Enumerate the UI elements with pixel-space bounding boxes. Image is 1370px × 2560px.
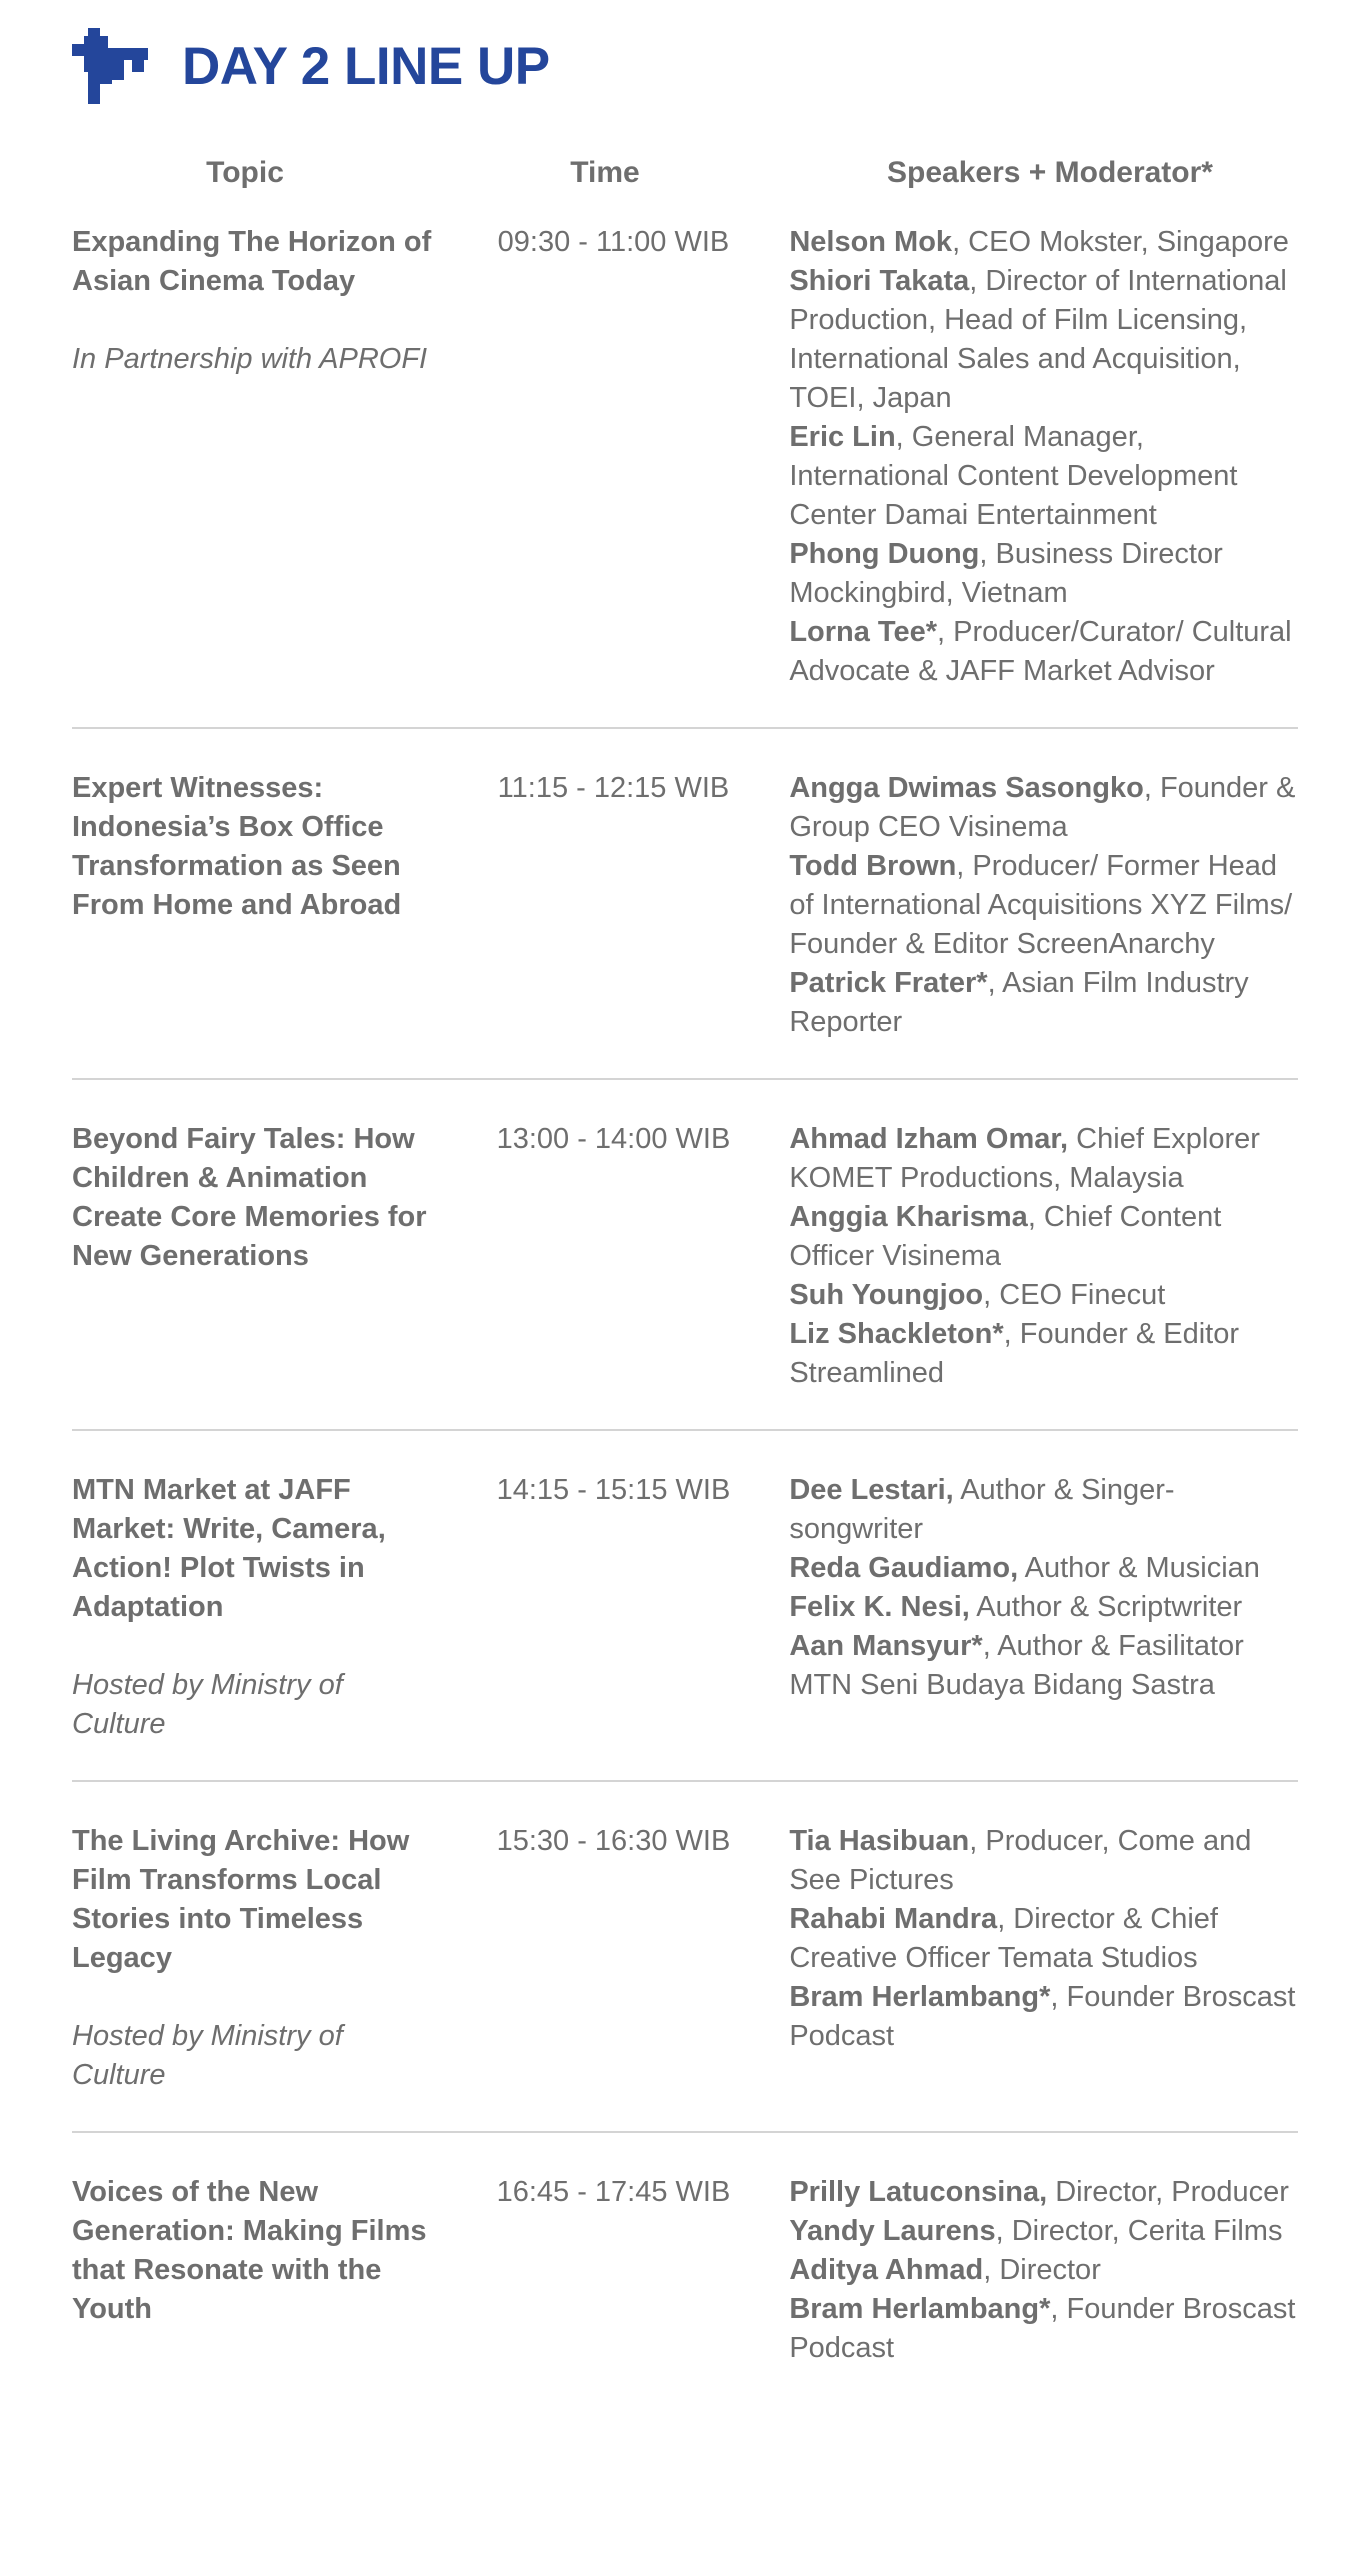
session-topic-cell: [72, 223, 438, 691]
speaker-name: Nelson Mok: [789, 226, 953, 258]
speaker-entry: [789, 1900, 1298, 1978]
speaker-role: , Director: [983, 2254, 1101, 2286]
session-speakers: [789, 223, 1298, 691]
speaker-role: , Producer/ Former Head of International Acquisitions XYZ Films/ Founder & Editor ScreenAnarchy: [789, 850, 1293, 960]
speaker-role: , Asian Film Industry Reporter: [789, 967, 1249, 1038]
speaker-role: , Founder Broscast Podcast: [789, 2293, 1296, 2364]
session-topic: Voices of the New Generation: Making Films that Resonate with the Youth: [72, 2176, 427, 2325]
speaker-name: Liz Shackleton*: [789, 1318, 1004, 1350]
speaker-role: , Director & Chief Creative Officer Temata Studios: [789, 1903, 1218, 1974]
jaff-pixel-logo-icon: [72, 28, 148, 104]
session-topic: Expanding The Horizon of Asian Cinema Today: [72, 226, 432, 297]
session-row: [72, 1467, 1298, 1782]
speaker-name: Aditya Ahmad: [789, 2254, 984, 2286]
speaker-role: Author & Singer-songwriter: [789, 1474, 1175, 1545]
column-header-topic: Topic: [206, 156, 284, 189]
speaker-role: Director, Producer: [1047, 2176, 1289, 2208]
session-topic: Beyond Fairy Tales: How Children & Animation Create Core Memories for New Generations: [72, 1123, 427, 1272]
session-time: 16:45 - 17:45 WIB: [496, 2176, 731, 2208]
speaker-role: Chief Explorer KOMET Productions, Malaysia: [789, 1123, 1260, 1194]
speaker-name: Patrick Frater*: [789, 967, 988, 999]
speaker-name: Tia Hasibuan: [789, 1825, 970, 1857]
session-time: 14:15 - 15:15 WIB: [496, 1474, 731, 1506]
speaker-name: Shiori Takata: [789, 265, 970, 297]
speaker-name: Angga Dwimas Sasongko: [789, 772, 1144, 804]
session-topic: The Living Archive: How Film Transforms Local Stories into Timeless Legacy: [72, 1825, 410, 1974]
session-time: 11:15 - 12:15 WIB: [497, 772, 730, 804]
speaker-name: Anggia Kharisma: [789, 1201, 1028, 1233]
session-speakers: [789, 1822, 1298, 2095]
speaker-entry: [789, 2290, 1298, 2368]
speaker-role: , Founder & Editor Streamlined: [789, 1318, 1239, 1389]
speaker-name: Suh Youngjoo: [789, 1279, 984, 1311]
speaker-entry: [789, 1588, 1298, 1627]
speaker-role: , Director, Cerita Films: [995, 2215, 1283, 2247]
speaker-entry: [789, 1549, 1298, 1588]
speaker-entry: [789, 2173, 1298, 2212]
session-topic-cell: [72, 2173, 438, 2368]
speaker-name: Todd Brown: [789, 850, 957, 882]
speaker-name: Bram Herlambang*: [789, 1981, 1051, 2013]
session-topic-cell: [72, 1822, 438, 2095]
speaker-name: Rahabi Mandra: [789, 1903, 998, 1935]
speaker-entry: [789, 1471, 1298, 1549]
session-speakers: [789, 1120, 1298, 1393]
speaker-entry: [789, 1822, 1298, 1900]
column-headers: [0, 156, 1370, 204]
speaker-role: , Producer, Come and See Pictures: [789, 1825, 1252, 1896]
session-time: 09:30 - 11:00 WIB: [497, 226, 730, 258]
speaker-entry: [789, 535, 1298, 613]
speaker-entry: [789, 1627, 1298, 1705]
speaker-name: Yandy Laurens: [789, 2215, 996, 2247]
column-header-time: Time: [570, 156, 640, 189]
speaker-entry: [789, 847, 1298, 964]
speaker-role: , CEO Finecut: [983, 1279, 1166, 1311]
speaker-entry: [789, 1120, 1298, 1198]
session-topic-cell: [72, 1120, 438, 1393]
speaker-entry: [789, 964, 1298, 1042]
session-speakers: [789, 1471, 1298, 1744]
speaker-name: Prilly Latuconsina,: [789, 2176, 1048, 2208]
session-topic: Expert Witnesses: Indonesia’s Box Office Transformation as Seen From Home and Abroad: [72, 772, 402, 921]
speaker-name: Ahmad Izham Omar,: [789, 1123, 1069, 1155]
speaker-entry: [789, 2251, 1298, 2290]
speaker-name: Eric Lin: [789, 421, 896, 453]
speaker-role: , Author & Fasilitator MTN Seni Budaya Bidang Sastra: [789, 1630, 1244, 1701]
speaker-role: Author & Musician: [1018, 1552, 1260, 1584]
column-header-speakers: Speakers + Moderator*: [887, 156, 1213, 189]
speaker-role: , CEO Mokster, Singapore: [952, 226, 1289, 258]
page-header: [72, 26, 550, 106]
session-topic: MTN Market at JAFF Market: Write, Camera, Action! Plot Twists in Adaptation: [72, 1474, 386, 1623]
speaker-role: , Founder Broscast Podcast: [789, 1981, 1296, 2052]
speaker-entry: [789, 1198, 1298, 1276]
session-row: [72, 219, 1298, 729]
speaker-role: , Chief Content Officer Visinema: [789, 1201, 1222, 1272]
speaker-entry: [789, 769, 1298, 847]
speaker-role: , Director of International Production, Head of Film Licensing, International Sales and Acquisition, TOEI, Japan: [789, 265, 1287, 414]
speaker-name: Bram Herlambang*: [789, 2293, 1051, 2325]
speaker-name: Felix K. Nesi,: [789, 1591, 970, 1623]
speaker-entry: [789, 262, 1298, 418]
session-row: [72, 765, 1298, 1080]
session-note: Hosted by Ministry of Culture: [72, 1669, 343, 1740]
speaker-name: Aan Mansyur*: [789, 1630, 983, 1662]
session-time: 13:00 - 14:00 WIB: [496, 1123, 731, 1155]
session-note: Hosted by Ministry of Culture: [72, 2020, 343, 2091]
speaker-role: Author & Scriptwriter: [969, 1591, 1243, 1623]
speaker-role: , General Manager, International Content Development Center Damai Entertainment: [789, 421, 1238, 531]
session-list: [72, 219, 1298, 2404]
session-row: [72, 1818, 1298, 2133]
speaker-entry: [789, 1276, 1298, 1315]
session-speakers: [789, 769, 1298, 1042]
session-row: [72, 1116, 1298, 1431]
speaker-entry: [789, 418, 1298, 535]
session-row: [72, 2169, 1298, 2404]
session-speakers: [789, 2173, 1298, 2368]
speaker-role: , Founder & Group CEO Visinema: [789, 772, 1296, 843]
speaker-name: Dee Lestari,: [789, 1474, 954, 1506]
speaker-name: Lorna Tee*: [789, 616, 938, 648]
speaker-entry: [789, 613, 1298, 691]
speaker-role: , Producer/Curator/ Cultural Advocate & JAFF Market Advisor: [789, 616, 1292, 687]
session-topic-cell: [72, 1471, 438, 1744]
session-time: 15:30 - 16:30 WIB: [496, 1825, 731, 1857]
speaker-name: Reda Gaudiamo,: [789, 1552, 1019, 1584]
speaker-entry: [789, 223, 1298, 262]
speaker-role: , Business Director Mockingbird, Vietnam: [789, 538, 1223, 609]
session-note: In Partnership with APROFI: [72, 343, 428, 375]
session-topic-cell: [72, 769, 438, 1042]
speaker-name: Phong Duong: [789, 538, 980, 570]
speaker-entry: [789, 2212, 1298, 2251]
speaker-entry: [789, 1978, 1298, 2056]
speaker-entry: [789, 1315, 1298, 1393]
page-title: DAY 2 LINE UP: [182, 36, 550, 96]
